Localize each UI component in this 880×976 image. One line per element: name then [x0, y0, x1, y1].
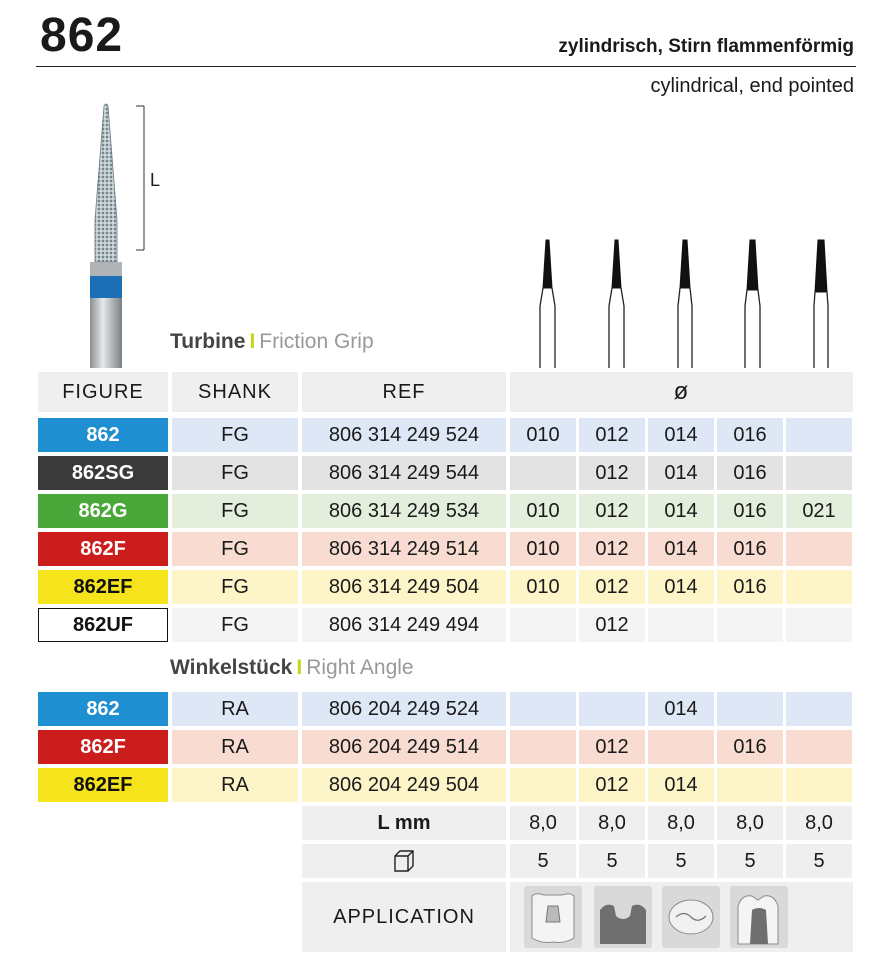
diameter-cell: 016 — [717, 730, 783, 764]
diameter-cell: 016 — [717, 532, 783, 566]
shank-cell: FG — [172, 532, 298, 566]
diameter-cell: 012 — [579, 570, 645, 604]
diameter-cell — [786, 768, 852, 802]
diameter-cell — [648, 730, 714, 764]
diameter-cell: 016 — [717, 494, 783, 528]
diameter-cell — [579, 692, 645, 726]
diameter-cell — [786, 532, 852, 566]
section-title: Winkelstück — [170, 656, 293, 679]
ref-cell: 806 204 249 504 — [302, 768, 506, 802]
section-divider: I — [296, 656, 303, 679]
package-value: 5 — [648, 844, 714, 878]
ref-cell: 806 204 249 514 — [302, 730, 506, 764]
diameter-cell: 014 — [648, 418, 714, 452]
ref-cell: 806 314 249 504 — [302, 570, 506, 604]
diameter-cell: 014 — [648, 570, 714, 604]
diameter-cell — [510, 692, 576, 726]
diameter-cell: 014 — [648, 532, 714, 566]
shank-cell: FG — [172, 456, 298, 490]
diameter-cell — [717, 692, 783, 726]
length-label: L — [150, 170, 161, 190]
diameter-cell: 010 — [510, 418, 576, 452]
section-title: Turbine — [170, 330, 246, 353]
ref-cell: 806 314 249 524 — [302, 418, 506, 452]
cavity-preparation-icon — [524, 886, 582, 948]
diameter-cell — [510, 768, 576, 802]
header-figure: FIGURE — [38, 372, 168, 412]
figure-cell: 862EF — [38, 570, 168, 604]
diameter-cell — [717, 768, 783, 802]
package-value: 5 — [579, 844, 645, 878]
header-diameter: ø — [510, 372, 853, 412]
length-value: 8,0 — [717, 806, 783, 840]
diameter-cell — [786, 692, 852, 726]
occlusal-surface-icon — [662, 886, 720, 948]
length-value: 8,0 — [786, 806, 852, 840]
section-divider: I — [249, 330, 256, 353]
subtitle-english: cylindrical, end pointed — [650, 75, 854, 97]
application-label: APPLICATION — [302, 882, 506, 952]
shank-cell: FG — [172, 608, 298, 642]
bur-product-image — [70, 100, 170, 368]
diameter-cell — [786, 608, 852, 642]
diameter-cell — [648, 608, 714, 642]
length-value: 8,0 — [579, 806, 645, 840]
occlusal-preparation-icon — [594, 886, 652, 948]
header-shank: SHANK — [172, 372, 298, 412]
ref-cell: 806 314 249 494 — [302, 608, 506, 642]
shank-cell: RA — [172, 730, 298, 764]
ref-cell: 806 314 249 534 — [302, 494, 506, 528]
ref-cell: 806 204 249 524 — [302, 692, 506, 726]
section-subtitle: Friction Grip — [259, 330, 374, 353]
diameter-cell — [717, 608, 783, 642]
figure-cell: 862F — [38, 532, 168, 566]
package-value: 5 — [717, 844, 783, 878]
size-silhouettes — [520, 236, 860, 368]
section-heading-turbine — [170, 330, 374, 354]
diameter-cell: 014 — [648, 692, 714, 726]
diameter-cell: 014 — [648, 768, 714, 802]
diameter-cell: 012 — [579, 768, 645, 802]
diameter-cell: 010 — [510, 532, 576, 566]
diameter-cell: 010 — [510, 570, 576, 604]
shank-cell: FG — [172, 570, 298, 604]
subtitle-german: zylindrisch, Stirn flammenförmig — [558, 36, 854, 57]
section-subtitle: Right Angle — [306, 656, 414, 679]
diameter-cell: 012 — [579, 418, 645, 452]
diameter-cell: 014 — [648, 456, 714, 490]
diameter-cell: 021 — [786, 494, 852, 528]
title-rule — [36, 66, 856, 67]
diameter-cell: 010 — [510, 494, 576, 528]
diameter-cell: 012 — [579, 608, 645, 642]
shank-cell: FG — [172, 418, 298, 452]
ref-cell: 806 314 249 514 — [302, 532, 506, 566]
length-row-label: L mm — [302, 806, 506, 840]
shank-cell: FG — [172, 494, 298, 528]
diameter-cell — [510, 456, 576, 490]
section-heading-right-angle — [170, 656, 414, 680]
crown-preparation-icon — [730, 886, 788, 948]
diameter-cell: 012 — [579, 532, 645, 566]
length-value: 8,0 — [648, 806, 714, 840]
diameter-cell: 014 — [648, 494, 714, 528]
diameter-cell: 012 — [579, 730, 645, 764]
figure-cell: 862 — [38, 692, 168, 726]
figure-cell: 862G — [38, 494, 168, 528]
diameter-cell: 016 — [717, 456, 783, 490]
figure-cell: 862 — [38, 418, 168, 452]
diameter-cell — [786, 730, 852, 764]
diameter-cell — [786, 570, 852, 604]
figure-cell: 862F — [38, 730, 168, 764]
package-value: 5 — [786, 844, 852, 878]
diameter-cell: 016 — [717, 418, 783, 452]
diameter-cell: 016 — [717, 570, 783, 604]
page-title: 862 — [40, 9, 124, 62]
box-icon — [302, 844, 506, 878]
figure-cell: 862UF — [38, 608, 168, 642]
figure-cell: 862EF — [38, 768, 168, 802]
application-icons — [510, 882, 853, 952]
shank-cell: RA — [172, 692, 298, 726]
diameter-cell — [786, 418, 852, 452]
shank-cell: RA — [172, 768, 298, 802]
package-value: 5 — [510, 844, 576, 878]
diameter-cell: 012 — [579, 456, 645, 490]
diameter-cell: 012 — [579, 494, 645, 528]
diameter-cell — [510, 608, 576, 642]
header-ref: REF — [302, 372, 506, 412]
figure-cell: 862SG — [38, 456, 168, 490]
diameter-cell — [510, 730, 576, 764]
diameter-cell — [786, 456, 852, 490]
length-value: 8,0 — [510, 806, 576, 840]
ref-cell: 806 314 249 544 — [302, 456, 506, 490]
